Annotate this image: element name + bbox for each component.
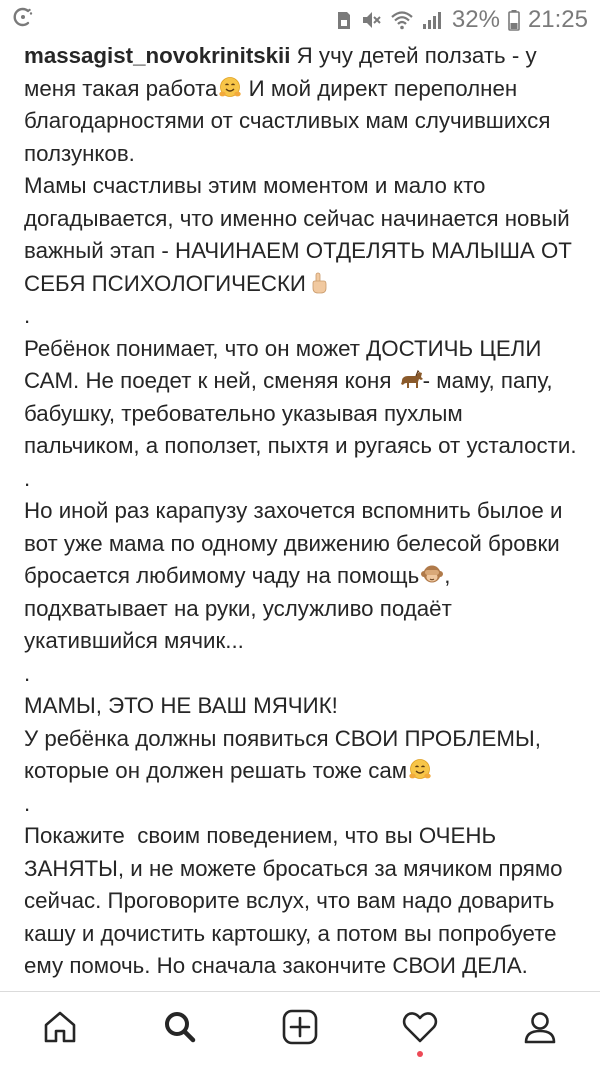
- profile-icon: [520, 1007, 560, 1052]
- caption-text: И мой директ переполнен благодарностями от счастливых мам случившихся ползунков.: [24, 75, 557, 166]
- status-bar: [0, 0, 600, 40]
- nav-search-button[interactable]: [150, 999, 210, 1059]
- nav-activity-button[interactable]: [390, 999, 450, 1059]
- caption-text: Я учу детей ползать - у меня такая работа: [24, 43, 543, 101]
- caption-paragraph-7: Покажите своим поведением, что вы ОЧЕНЬ ЗАНЯТЫ, и не можете бросаться за мячиком прямо сейчас. Проговорите вслух, что вам надо доварить кашу и дочистить картошку, а потом вы попробуете ему помочь. Но сначала закончите СВОИ ДЕЛА.: [24, 823, 569, 978]
- signal-icon: [422, 9, 444, 31]
- caption-paragraph-6: У ребёнка должны появиться СВОИ ПРОБЛЕМЫ, которые он должен решать тоже сам: [24, 725, 548, 783]
- sim-icon: [336, 9, 352, 31]
- hugging-face-icon: [218, 76, 242, 100]
- wifi-icon: [390, 9, 414, 31]
- index-pointing-up-icon: [307, 271, 331, 295]
- battery-percent: 32%: [451, 6, 500, 33]
- caption-paragraph-1: [24, 40, 584, 170]
- caption-paragraph-3: Ребёнок понимает, что он может ДОСТИЧЬ ЦЕЛИ САМ. Не поедет к ней, сменяя коня - маму, папу, бабушку, требовательно указывая пухлым пальчиком, а поползет, пыхтя и ругаясь от усталости.: [24, 335, 577, 458]
- battery-icon: [508, 9, 520, 31]
- caption-dot: .: [24, 660, 31, 686]
- search-icon: [160, 1007, 200, 1052]
- new-post-icon: [280, 1007, 320, 1052]
- username-link[interactable]: massagist_novokrinitskii: [24, 43, 291, 68]
- bottom-navigation: [0, 991, 600, 1066]
- caption-paragraph-2: Мамы счастливы этим моментом и мало кто догадывается, что именно сейчас начинается новый важный этап - НАЧИНАЕМ ОТДЕЛЯТЬ МАЛЫША ОТ СЕБЯ ПСИХОЛОГИЧЕСКИ: [24, 173, 579, 296]
- home-icon: [40, 1007, 80, 1052]
- activity-heart-icon: [400, 1007, 440, 1052]
- nav-profile-button[interactable]: [510, 999, 570, 1059]
- clock: 21:25: [527, 6, 588, 33]
- nav-home-button[interactable]: [30, 999, 90, 1059]
- caption-dot: .: [24, 303, 31, 328]
- horse-icon: [399, 368, 423, 392]
- hugging-face-icon: [408, 758, 432, 782]
- c-app-icon: [12, 6, 34, 34]
- notification-dot: [417, 1051, 423, 1057]
- mute-icon: [360, 9, 382, 31]
- see-no-evil-monkey-icon: [420, 563, 444, 587]
- nav-new-post-button[interactable]: [270, 999, 330, 1059]
- caption-paragraph-4: Но иной раз карапузу захочется вспомнить былое и вот уже мама по одному движению белесой бровки бросается любимому чаду на помощь , подхватывает на руки, услужливо подаёт укатившийся мячик...: [24, 498, 569, 653]
- post-caption: [24, 40, 584, 988]
- caption-dot: .: [24, 790, 31, 816]
- caption-paragraph-5: МАМЫ, ЭТО НЕ ВАШ МЯЧИК!: [24, 693, 338, 718]
- caption-dot: .: [24, 465, 31, 491]
